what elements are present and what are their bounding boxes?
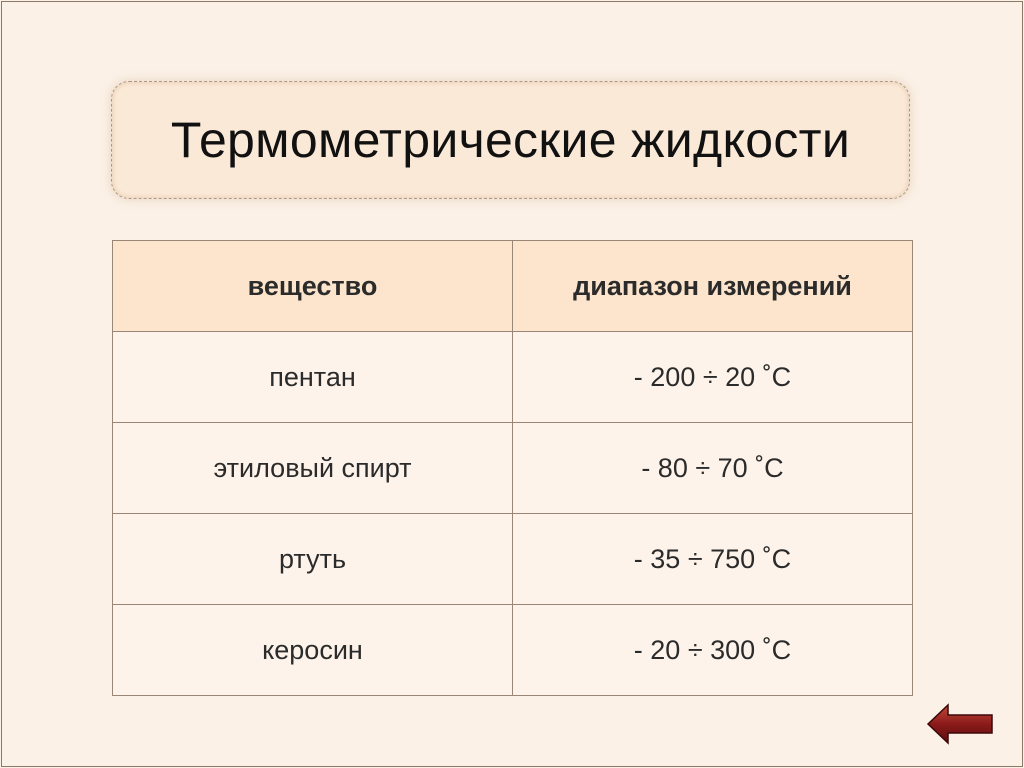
table-row — [113, 514, 913, 605]
cell-substance: пентан — [113, 332, 513, 423]
cell-range: - 200 ÷ 20 ˚С — [513, 332, 913, 423]
back-button[interactable] — [926, 702, 994, 746]
cell-substance: ртуть — [113, 514, 513, 605]
header-range: диапазон измерений — [513, 241, 913, 332]
table-row — [113, 423, 913, 514]
slide-title: Термометрические жидкости — [170, 112, 851, 168]
cell-range: - 80 ÷ 70 ˚С — [513, 423, 913, 514]
cell-substance: этиловый спирт — [113, 423, 513, 514]
table-row — [113, 605, 913, 696]
table-header-row — [113, 241, 913, 332]
cell-substance: керосин — [113, 605, 513, 696]
cell-range: - 35 ÷ 750 ˚С — [513, 514, 913, 605]
header-substance: вещество — [113, 241, 513, 332]
table-row — [113, 332, 913, 423]
title-box — [111, 81, 910, 199]
liquids-table — [112, 240, 913, 696]
cell-range: - 20 ÷ 300 ˚С — [513, 605, 913, 696]
left-arrow-icon — [926, 702, 994, 746]
